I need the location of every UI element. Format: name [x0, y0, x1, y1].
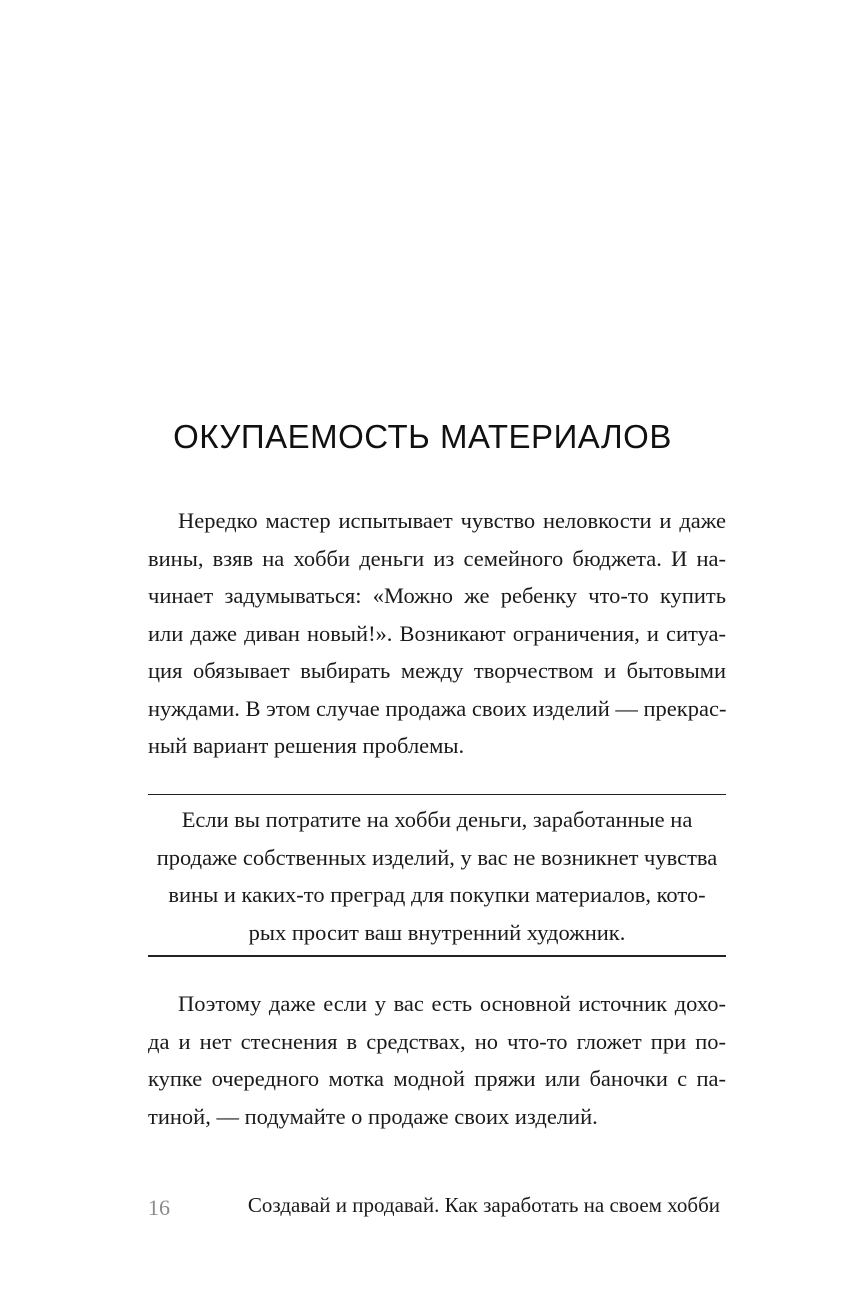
paragraph-line: вины, взяв на хобби деньги из семейного бюджета. И на-	[148, 545, 726, 571]
page-title: ОКУПАЕМОСТЬ МАТЕРИАЛОВ	[173, 418, 672, 455]
paragraph-line: Нередко мастер испытывает чувство неловкости и даже	[178, 508, 726, 533]
paragraph-line: ция обязывает выбирать между творчеством и бытовыми	[148, 658, 726, 683]
paragraph-line: нуждами. В этом случае продажа своих изделий — прекрас-	[148, 695, 727, 721]
body-paragraph-1	[148, 502, 726, 765]
paragraph-line: купке очередного мотка модной пряжи или баночки с па-	[148, 1066, 726, 1091]
callout-line: Если вы потратите на хобби деньги, заработанные на	[181, 807, 693, 832]
callout-line: вины и каких-то преград для покупки материалов, кото-	[168, 882, 706, 907]
callout-line: продаже собственных изделий, у вас не возникнет чувства	[156, 844, 718, 870]
paragraph-line: тиной, — подумайте о продаже своих изделий.	[148, 1103, 598, 1129]
body-paragraph-2	[148, 985, 726, 1135]
callout-line: рых просит ваш внутренний художник.	[248, 919, 626, 945]
paragraph-line: или даже диван новый!». Возникают ограничения, и ситуа-	[148, 620, 726, 646]
page-number: 16	[148, 1195, 170, 1220]
paragraph-line: ный вариант решения проблемы.	[148, 733, 465, 758]
running-footer-title: Создавай и продавай. Как заработать на своем хобби	[247, 1193, 720, 1217]
paragraph-line: Поэтому даже если у вас есть основной источник дохо-	[178, 991, 726, 1016]
highlight-callout	[148, 794, 726, 957]
paragraph-line: да и нет стеснения в средствах, но что-то гложет при по-	[148, 1028, 726, 1054]
paragraph-line: чинает задумываться: «Можно же ребенку что-то купить	[148, 583, 726, 608]
